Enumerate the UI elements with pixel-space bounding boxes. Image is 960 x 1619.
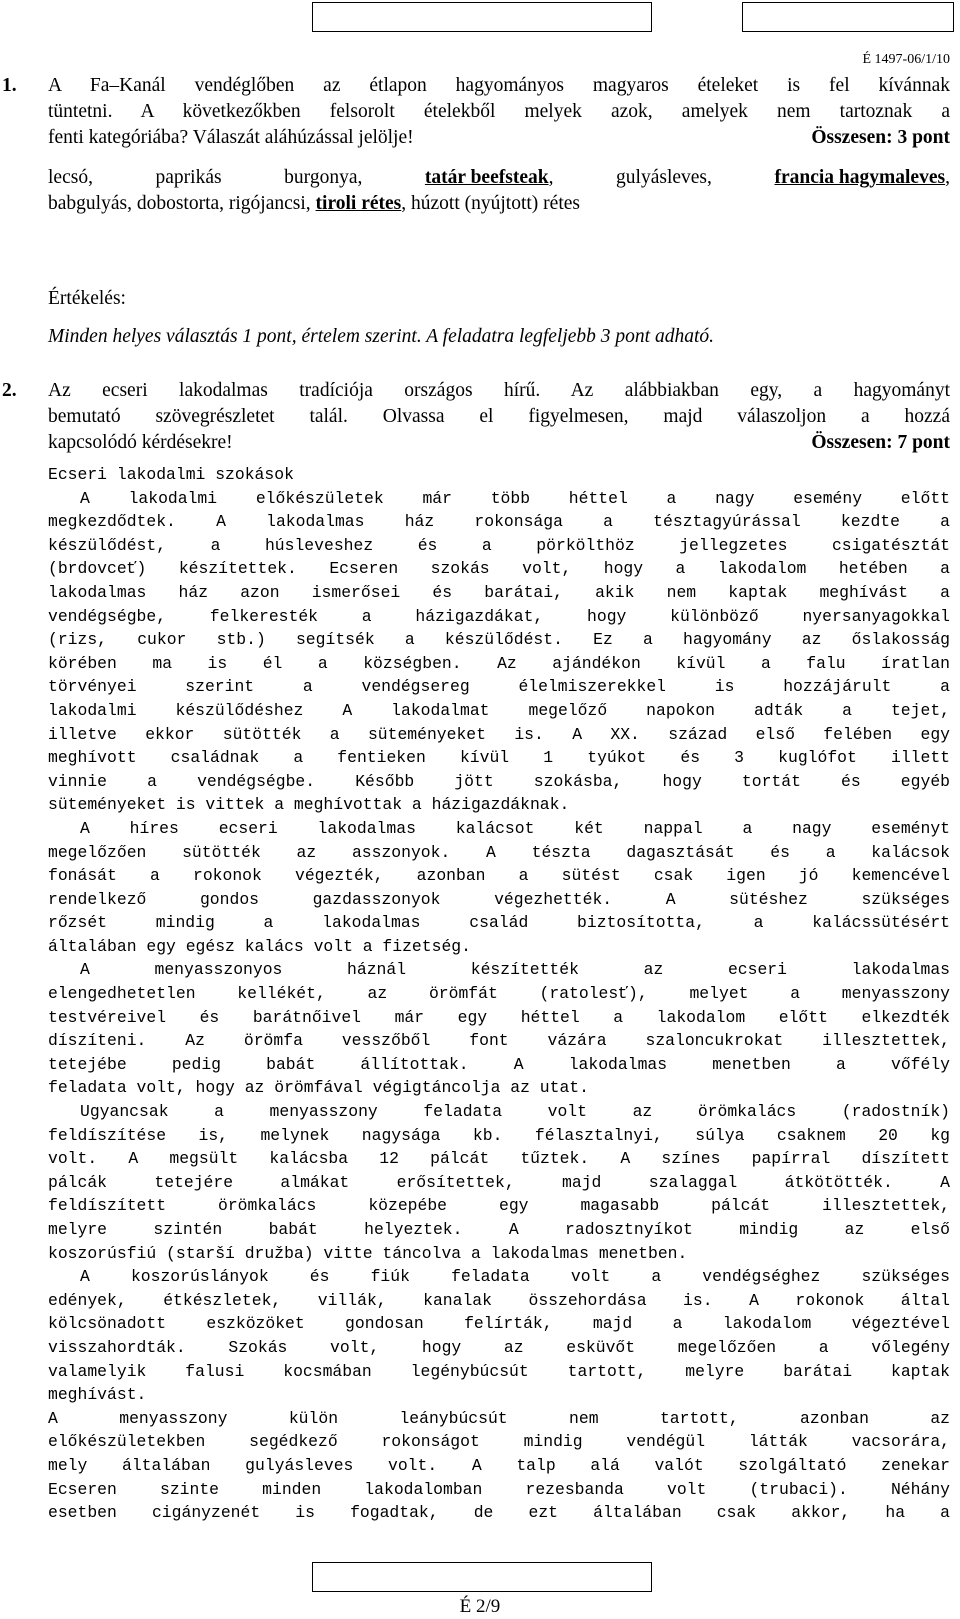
evaluation-title: Értékelés: [48, 288, 126, 309]
question-2-line: bemutató szövegrészletet talál. Olvassa el figyelmesen, majd válaszoljon a hozzá [48, 406, 950, 427]
document-code: É 1497-06/1/10 [862, 52, 950, 67]
reading-line: A híres ecseri lakodalmas kalácsot két nappal a nagy eseményt [80, 818, 950, 838]
question-1 [2, 73, 950, 151]
reading-line: pálcák tetejére almákat erősítettek, majd szalaggal átkötötték. A [48, 1172, 950, 1192]
reading-line: feldíszített örömkalács közepébe egy magasabb pálcát illesztettek, [48, 1196, 950, 1216]
question-2-line: Az ecseri lakodalmas tradíciója országos hírű. Az alábbiakban egy, a hagyományt [48, 380, 950, 401]
header-box-left [312, 2, 652, 32]
reading-line: díszíteni. Az örömfa vesszőből font vázára szaloncukrokat illesztettek, [48, 1031, 950, 1051]
question-1-line: A Fa–Kanál vendéglőben az étlapon hagyományos magyaros ételeket is fel kívánnak [48, 75, 950, 96]
reading-line: előkészületekben segédkező rokonságot mindig vendégül látták vacsorára, [48, 1432, 950, 1452]
question-1-line: fenti kategóriába? Válaszát aláhúzással jelölje! [48, 127, 414, 148]
question-2-line: kapcsolódó kérdésekre! [48, 432, 233, 453]
reading-line: kölcsönadott eszközöket gondosan felírták, majd a lakodalom végeztével [48, 1314, 950, 1334]
reading-line: vinnie a vendégségbe. Később jött szokásba, hogy tortát és egyéb [48, 771, 950, 791]
reading-line: volt. A megsült kalácsba 12 pálcát tűztek. A színes papírral díszített [48, 1149, 950, 1169]
reading-line: rendelkező gondos gazdasszonyok végezhették. A sütéshez szükséges [48, 889, 950, 909]
question-2-points: Összesen: 7 pont [811, 432, 950, 453]
food-items: babgulyás, dobostorta, rigójancsi, [48, 193, 316, 214]
reading-line: Ecseren szinte minden lakodalomban rezesbanda volt (trubaci). Néhány [48, 1479, 950, 1499]
reading-line: általában egy egész kalács volt a fizetség. [48, 936, 471, 956]
reading-line: meghívást. [48, 1385, 147, 1405]
reading-line: törvényei szerint a vendégsereg élelmiszerekkel is hozzájárult a [48, 677, 950, 697]
reading-line: (brdovceť) készítettek. Ecseren szokás volt, hogy a lakodalom hetében a [48, 559, 950, 579]
reading-line: süteményeket is vittek a meghívottak a házigazdáknak. [48, 795, 570, 815]
food-item-underlined: tatár beefsteak, [424, 167, 554, 188]
reading-line: feladata volt, hogy az örömfával végigtáncolja az utat. [48, 1078, 589, 1098]
question-1-line: tüntetni. A következőkben felsorolt ételekből melyek azok, amelyek nem tartoznak a [48, 101, 950, 122]
reading-line: mely általában gulyásleves volt. A talp alá valót szolgáltató zenekar [48, 1455, 950, 1475]
reading-line: feldíszítése is, melynek nagysága kb. félasztalnyi, súlya csaknem 20 kg [48, 1125, 950, 1145]
reading-line: megelőzően sütötték az asszonyok. A tészta dagasztását és a kalácsok [48, 842, 950, 862]
food-item: gulyásleves, [616, 167, 712, 188]
reading-line: esetben cigányzenét is fogadtak, de ezt általában csak akkor, ha a [48, 1503, 950, 1523]
question-1-points: Összesen: 3 pont [811, 127, 950, 148]
question-1-last-row [48, 125, 950, 151]
reading-line: A lakodalmi előkészületek már több héttel a nagy esemény előtt [80, 488, 950, 508]
reading-line: A menyasszony külön leánybúcsút nem tartott, azonban az [48, 1408, 950, 1428]
reading-line: illetve ekkor sütötték a süteményeket is. A XX. század első felében egy [48, 724, 950, 744]
reading-line: valamelyik falusi kocsmában legénybúcsút tartott, melyre barátai kaptak [48, 1361, 950, 1381]
reading-line: testvéreivel és barátnőivel már egy héttel a lakodalom előtt elkezdték [48, 1007, 950, 1027]
evaluation-text: Minden helyes választás 1 pont, értelem szerint. A feladatra legfeljebb 3 pont adható. [48, 326, 714, 347]
reading-line: (rizs, cukor stb.) segítsék a készülődést. Ez a hagyomány az őslakosság [48, 630, 950, 650]
reading-line: rőzsét mindig a lakodalmas család biztosította, a kalácssütésért [48, 913, 950, 933]
food-list-row-1 [48, 165, 950, 191]
page-number: É 2/9 [459, 1596, 501, 1617]
food-items: , húzott (nyújtott) rétes [401, 193, 580, 214]
reading-line: vendégségbe, felkeresték a házigazdákat, hogy különböző nyersanyagokkal [48, 606, 950, 626]
footer-box [312, 1562, 652, 1592]
food-list-row-2 [48, 191, 950, 217]
question-1-number: 1. [2, 75, 17, 96]
reading-line: A koszorúslányok és fiúk feladata volt a vendégséghez szükséges [80, 1267, 950, 1287]
food-item: paprikás [155, 167, 222, 188]
reading-line: lakodalmi készülődéshez A lakodalmat megelőző napokon adták a tejet, [48, 700, 950, 720]
reading-line: készülődést, a húsleveshez és a pörkölthöz jellegzetes csigatésztát [48, 535, 950, 555]
reading-line: körében ma is él a községben. Az ajándékon kívül a falu íratlan [48, 653, 950, 673]
food-item-underlined: francia hagymaleves, [774, 167, 950, 188]
reading-line: A menyasszonyos háznál készítették az ecseri lakodalmas [80, 960, 950, 980]
reading-title: Ecseri lakodalmi szokások [48, 465, 294, 484]
reading-text [48, 463, 950, 1525]
reading-line: megkezdődtek. A lakodalmas ház rokonsága a tésztagyúrással kezdte a [48, 512, 950, 532]
reading-line: tetejébe pedig babát állítottak. A lakodalmas menetben a vőfély [48, 1054, 950, 1074]
food-list [48, 165, 950, 217]
reading-line: melyre szintén babát helyeztek. A radosztnyíkot mindig az első [48, 1220, 950, 1239]
food-item: lecsó, [48, 167, 93, 188]
reading-line: elengedhetetlen kellékét, az örömfát (ratolesť), melyet a menyasszony [48, 984, 950, 1004]
reading-line: koszorúsfiú (starší družba) vitte táncolva a lakodalmas menetben. [48, 1243, 688, 1263]
reading-line: fonását a rokonok végezték, azonban a sütést csak igen jó kemencével [48, 866, 950, 886]
question-2-number: 2. [2, 380, 17, 401]
question-2 [2, 378, 950, 456]
reading-line: edények, étkészletek, villák, kanalak összehordása is. A rokonok által [48, 1290, 950, 1310]
food-item: burgonya, [284, 167, 363, 188]
reading-line: lakodalmas ház azon ismerősei és barátai, akik nem kaptak meghívást a [48, 582, 950, 602]
food-item-underlined: tiroli rétes [315, 193, 402, 214]
header-box-right [742, 2, 954, 32]
reading-line: Ugyancsak a menyasszony feladata volt az örömkalács (radostník) [80, 1102, 950, 1122]
question-2-last-row [48, 430, 950, 456]
reading-line: visszahordták. Szokás volt, hogy az esküvőt megelőzően a vőlegény [48, 1337, 950, 1357]
reading-line: meghívott családnak a fentieken kívül 1 tyúkot és 3 kuglófot illett [48, 748, 950, 768]
